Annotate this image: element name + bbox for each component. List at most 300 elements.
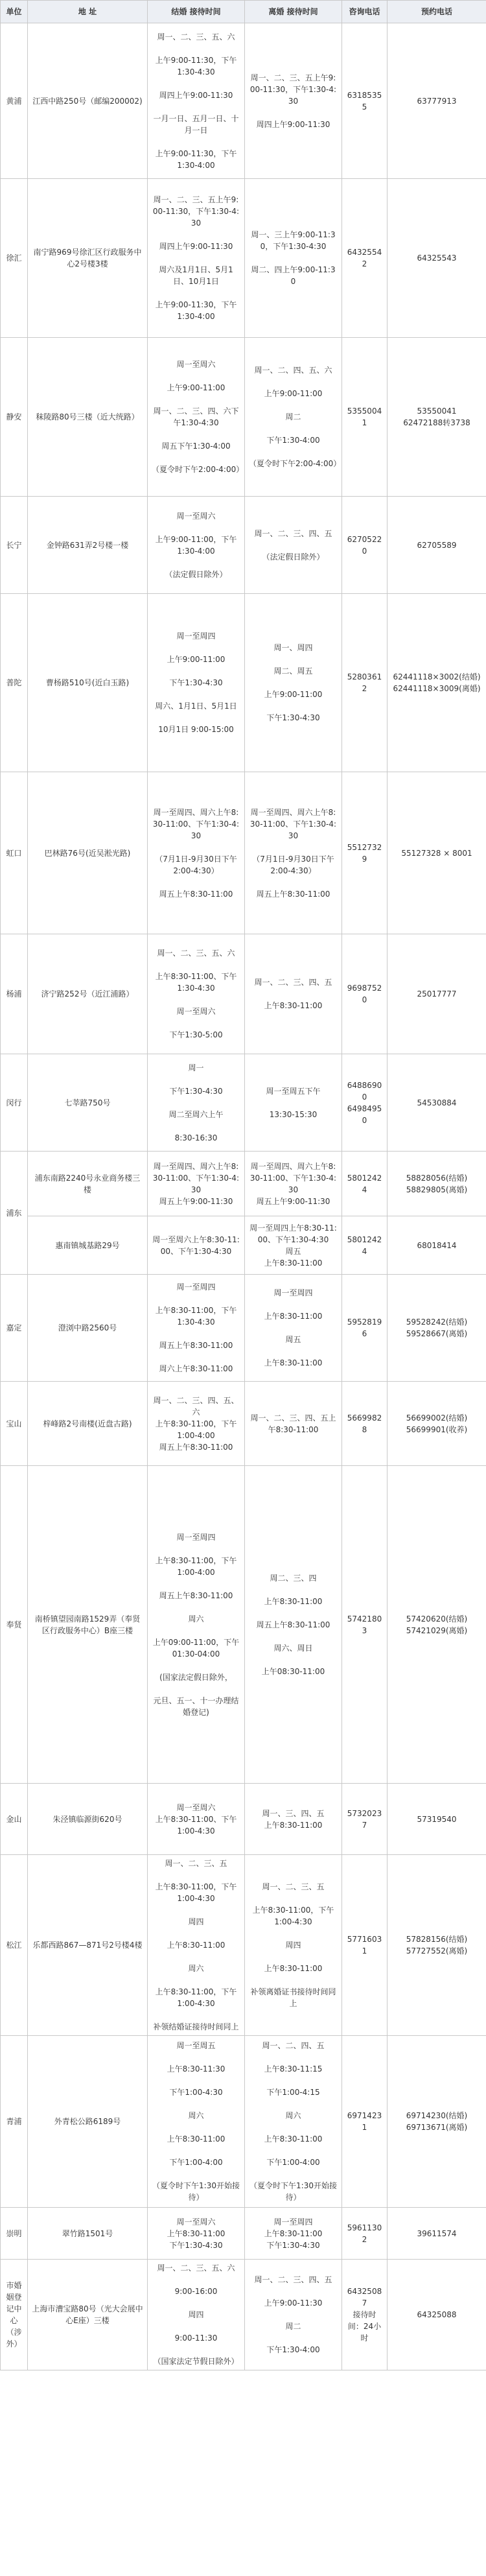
marriage-time-cell-line: 周五上午8:30-11:00	[159, 889, 233, 899]
address-cell	[28, 2036, 148, 2208]
divorce-time-cell	[245, 1855, 342, 2036]
divorce-time-cell-line: 下午1:00-4:00	[266, 2158, 320, 2167]
marriage-time-cell	[148, 179, 245, 338]
marriage-time-cell-line: 周一至周六	[176, 1007, 216, 1016]
divorce-time-cell-line: 下午1:30-4:00	[266, 436, 320, 445]
divorce-time-cell	[245, 1152, 342, 1216]
booking-phone-cell-line: 62705589	[417, 540, 457, 550]
inquiry-phone-cell	[342, 1275, 388, 1382]
marriage-time-cell-line: 下午1:30-4:30	[169, 2240, 223, 2250]
marriage-time-cell-line: 周一、二、三、五、六	[157, 949, 235, 958]
marriage-time-cell-line: 上午9:00-11:30，下午1:30-4:00	[155, 300, 237, 321]
booking-phone-cell-line: 69713671(离婚)	[406, 2123, 468, 2132]
marriage-time-cell-line: 上午9:00-11:00	[167, 383, 226, 392]
booking-phone-cell-line: 25017777	[417, 989, 457, 998]
district-cell: 奉贤	[1, 1466, 28, 1784]
table-row	[1, 1784, 486, 1855]
booking-phone-cell-line: 56699002(结婚)	[406, 1413, 468, 1423]
divorce-time-cell-line: 周二	[285, 412, 301, 421]
booking-phone-cell-line: 58828056(结婚)	[406, 1173, 468, 1183]
booking-phone-cell-line: 57420620(结婚)	[406, 1614, 468, 1624]
address-cell-line: 浦东南路2240号永业商务楼三楼	[34, 1173, 141, 1194]
inquiry-phone-cell-line: 64325087	[347, 2287, 382, 2308]
district-cell: 青浦	[1, 2036, 28, 2208]
marriage-time-cell-line: （国家法定节假日除外）	[153, 2357, 239, 2366]
divorce-time-cell-line: 补领离婚证书接待时间同上	[250, 1987, 336, 2008]
divorce-time-cell	[245, 497, 342, 594]
address-cell-line: 上海市漕宝路80号（光大会展中心E座）三楼	[32, 2304, 143, 2325]
marriage-time-cell	[148, 1054, 245, 1152]
divorce-time-cell-line: 周二	[285, 2322, 301, 2331]
divorce-time-cell-line: 周二、三、四	[270, 1573, 317, 1583]
marriage-time-cell-line: 上午09:00-11:00，下午01:30-04:00	[152, 1637, 240, 1659]
inquiry-phone-cell-line: 58012424	[347, 1173, 382, 1194]
address-cell-line: 惠南镇城基路29号	[55, 1240, 120, 1250]
divorce-time-cell-line: 周六	[285, 2111, 301, 2120]
divorce-time-cell	[245, 934, 342, 1054]
header-inquiry-phone: 咨询电话	[342, 1, 388, 23]
marriage-time-cell-line: 周六上午8:30-11:00	[159, 1364, 233, 1373]
divorce-time-cell-line: 13:30-15:30	[269, 1109, 318, 1119]
address-cell	[28, 23, 148, 179]
divorce-time-cell-line: 下午1:30-4:00	[266, 2345, 320, 2354]
booking-phone-cell-line: 53550041	[417, 407, 457, 416]
divorce-time-cell-line: 周一、二、四、五、六	[254, 366, 332, 375]
table-row	[1, 2208, 486, 2260]
divorce-time-cell-line: 周五	[285, 1246, 301, 1256]
divorce-time-cell	[245, 2260, 342, 2370]
header-marriage-time: 结婚 接待时间	[148, 1, 245, 23]
marriage-time-cell-line: 周一、二、三、五上午9:00-11:30，下午1:30-4:30	[152, 195, 240, 228]
marriage-time-cell	[148, 23, 245, 179]
marriage-time-cell	[148, 934, 245, 1054]
divorce-time-cell-line: （夏令时下午2:00-4:00）	[249, 459, 341, 468]
marriage-time-cell-line: 周六	[188, 1964, 204, 1973]
divorce-time-cell-line: 周一、三上午9:00-11:30，下午1:30-4:30	[251, 230, 336, 251]
divorce-time-cell-line: 上午8:30-11:00，下午1:00-4:30	[252, 1906, 334, 1926]
address-cell	[28, 1275, 148, 1382]
address-cell-line: 秣陵路80号三楼（近大统路）	[36, 412, 139, 421]
inquiry-phone-cell	[342, 338, 388, 497]
divorce-time-cell-line: 周五	[285, 1335, 301, 1344]
marriage-time-cell	[148, 1216, 245, 1275]
booking-phone-cell-line: 56699901(收养)	[406, 1424, 468, 1434]
marriage-time-cell-line: (国家法定假日除外，	[159, 1672, 233, 1682]
divorce-time-cell-line: 上午8:30-11:00	[264, 2134, 323, 2144]
divorce-time-cell-line: 周一至周四上午8:30-11:00、下午1:30-4:30	[249, 1223, 337, 1244]
marriage-time-cell-line: 周五上午8:30-11:00	[159, 1341, 233, 1350]
divorce-time-cell-line: 上午8:30-11:00	[264, 1312, 323, 1321]
marriage-time-cell-line: 周六、1月1日、5月1日	[155, 702, 237, 711]
booking-phone-cell	[388, 2260, 486, 2370]
divorce-time-cell-line: 上午8:30-11:00	[264, 1820, 323, 1830]
marriage-time-cell-line: 周一至周六上午8:30-11:00、下午1:30-4:30	[152, 1235, 240, 1256]
booking-phone-cell-line: 58829805(离婚)	[406, 1185, 468, 1194]
divorce-time-cell	[245, 1054, 342, 1152]
marriage-time-cell-line: 上午8:30-11:00	[167, 1941, 226, 1950]
address-cell-line: 澄浏中路2560号	[58, 1323, 117, 1332]
marriage-time-cell	[148, 594, 245, 772]
divorce-time-cell-line: 下午1:30-4:30	[266, 713, 320, 722]
marriage-time-cell-line: 9:00-11:30	[174, 2334, 218, 2343]
marriage-time-cell-line: 周一至周六	[176, 1802, 216, 1812]
divorce-time-cell-line: 周一至周五下午	[266, 1086, 321, 1096]
marriage-time-cell-line: 周四	[188, 1917, 204, 1926]
divorce-time-cell-line: 周一、三、四、五	[262, 1808, 325, 1818]
address-cell-line: 巴林路76号(近吴淞光路)	[44, 848, 131, 858]
divorce-time-cell-line: 周一、二、三、四、五	[254, 2275, 332, 2284]
marriage-time-cell-line: 周一、二、三、五	[165, 1859, 227, 1868]
divorce-time-cell-line: 周六、周日	[273, 1643, 313, 1653]
marriage-time-cell-line: 周六及1月1日、5月1日、10月1日	[159, 265, 233, 286]
booking-phone-cell	[388, 772, 486, 934]
marriage-time-cell-line: 周五上午8:30-11:00	[159, 1590, 233, 1600]
address-cell	[28, 1054, 148, 1152]
marriage-time-cell-line: 周五下午1:30-4:00	[161, 442, 231, 451]
divorce-time-cell	[245, 772, 342, 934]
inquiry-phone-cell-line: 64886900	[347, 1080, 382, 1102]
marriage-time-cell-line: 周一至周四、周六上午8:30-11:00、下午1:30-4:30	[152, 1161, 240, 1194]
marriage-time-cell-line: 周一、二、三、五、六	[157, 2263, 235, 2273]
booking-phone-cell	[388, 1466, 486, 1784]
inquiry-phone-cell-line: 64325542	[347, 248, 382, 268]
marriage-time-cell	[148, 1784, 245, 1855]
booking-phone-cell-line: 62472188转3738	[403, 418, 470, 427]
booking-phone-cell-line: 57421029(离婚)	[406, 1625, 468, 1635]
marriage-time-cell-line: 元旦、五一、十一办理结婚登记)	[153, 1696, 239, 1717]
inquiry-phone-cell-line: 53550041	[347, 407, 382, 427]
marriage-time-cell	[148, 2036, 245, 2208]
divorce-time-cell-line: 周五上午8:30-11:00	[256, 1620, 330, 1629]
booking-phone-cell	[388, 2208, 486, 2260]
inquiry-phone-cell-line: 64984950	[347, 1104, 382, 1125]
district-cell: 宝山	[1, 1382, 28, 1466]
booking-phone-cell-line: 69714230(结婚)	[406, 2111, 468, 2120]
address-cell-line: 外青松公路6189号	[54, 2117, 121, 2126]
header-address: 地 址	[28, 1, 148, 23]
inquiry-phone-cell	[342, 1216, 388, 1275]
marriage-time-cell-line: 周一至周六	[176, 2217, 216, 2227]
table-row	[1, 1152, 486, 1216]
divorce-time-cell	[245, 179, 342, 338]
table-row	[1, 1466, 486, 1784]
inquiry-phone-cell-line: 57716031	[347, 1935, 382, 1956]
marriage-time-cell-line: 周五上午9:00-11:30	[159, 1196, 233, 1206]
divorce-time-cell-line: 周一、二、三、五上午9:00-11:30，下午1:30-4:30	[249, 73, 337, 106]
divorce-time-cell-line: 上午8:30-11:15	[264, 2064, 323, 2074]
address-cell-line: 梓峰路2号南楼(近盘古路)	[43, 1419, 132, 1428]
table-row	[1, 934, 486, 1054]
marriage-time-cell-line: 周六	[188, 2111, 204, 2120]
divorce-time-cell-line: （7月1日-9月30日下午2:00-4:30）	[252, 854, 334, 875]
address-cell-line: 朱泾镇临源街620号	[52, 1814, 122, 1824]
address-cell	[28, 1152, 148, 1216]
district-cell: 松江	[1, 1855, 28, 2036]
divorce-time-cell-line: 上午8:30-11:00	[264, 1001, 323, 1010]
inquiry-phone-cell	[342, 2036, 388, 2208]
district-cell: 嘉定	[1, 1275, 28, 1382]
booking-phone-cell	[388, 2036, 486, 2208]
divorce-time-cell-line: 周一至周四	[273, 2217, 313, 2227]
booking-phone-cell	[388, 497, 486, 594]
district-cell: 普陀	[1, 594, 28, 772]
inquiry-phone-cell	[342, 179, 388, 338]
booking-phone-cell	[388, 934, 486, 1054]
table-row	[1, 338, 486, 497]
booking-phone-cell-line: 57319540	[417, 1814, 457, 1824]
marriage-time-cell-line: 上午8:30-11:00、下午1:30-4:30	[155, 972, 237, 993]
address-cell	[28, 2260, 148, 2370]
marriage-time-cell-line: 上午8:30-11:00，下午1:00-4:00	[155, 1419, 237, 1440]
address-cell	[28, 594, 148, 772]
marriage-time-cell-line: 上午8:30-11:00，下午1:00-4:30	[155, 1987, 237, 2008]
address-cell-line: 金钟路631弄2号楼一楼	[46, 540, 129, 550]
district-cell: 杨浦	[1, 934, 28, 1054]
booking-phone-cell-line: 57828156(结婚)	[406, 1935, 468, 1944]
district-cell: 闵行	[1, 1054, 28, 1152]
district-cell: 长宁	[1, 497, 28, 594]
inquiry-phone-cell-line: 59611302	[347, 2223, 382, 2244]
marriage-time-cell-line: 上午8:30-11:30	[167, 2064, 226, 2074]
marriage-time-cell-line: 下午1:30-4:30	[169, 1086, 223, 1096]
marriage-time-cell-line: 上午8:30-11:00，下午1:00-4:00	[155, 1555, 237, 1577]
marriage-time-cell-line: 下午1:00-4:00	[169, 2158, 223, 2167]
divorce-time-cell-line: 上午08:30-11:00	[261, 1666, 325, 1676]
address-cell	[28, 772, 148, 934]
marriage-time-cell-line: 上午8:30-11:00、下午1:00-4:30	[155, 1814, 237, 1836]
divorce-time-cell-line: 下午1:00-4:15	[266, 2088, 320, 2097]
marriage-time-cell-line: 周一	[188, 1063, 204, 1072]
inquiry-phone-cell	[342, 497, 388, 594]
table-row	[1, 772, 486, 934]
marriage-time-cell-line: 上午8:30-11:00	[167, 2134, 226, 2144]
divorce-time-cell	[245, 1275, 342, 1382]
marriage-time-cell-line: 下午1:30-5:00	[169, 1030, 223, 1039]
address-cell-line: 乐都西路867—871号2号楼4楼	[32, 1941, 143, 1950]
marriage-time-cell-line: 上午9:00-11:00	[167, 655, 226, 664]
inquiry-phone-cell-line: 52803612	[347, 672, 382, 693]
district-cell: 徐汇	[1, 179, 28, 338]
district-cell: 静安	[1, 338, 28, 497]
booking-phone-cell-line: 57727552(离婚)	[406, 1946, 468, 1956]
address-cell	[28, 179, 148, 338]
marriage-time-cell-line: 上午8:30-11:00	[167, 2228, 226, 2238]
address-cell-line: 江西中路250号（邮编200002)	[32, 96, 143, 106]
table-row	[1, 1216, 486, 1275]
inquiry-phone-cell	[342, 1784, 388, 1855]
marriage-time-cell-line: 周一至周六	[176, 360, 216, 369]
district-cell: 金山	[1, 1784, 28, 1855]
divorce-time-cell-line: 周一、周四	[273, 643, 313, 652]
marriage-time-cell-line: 周一、二、三、五、六	[157, 32, 235, 41]
divorce-time-cell	[245, 1382, 342, 1466]
table-row	[1, 1275, 486, 1382]
marriage-time-cell-line: （夏令时下午2:00-4:00）	[152, 465, 244, 474]
divorce-time-cell-line: （夏令时下午1:30开始接待）	[249, 2181, 337, 2202]
marriage-time-cell	[148, 1466, 245, 1784]
divorce-time-cell-line: 周一、二、三、四、五	[254, 978, 332, 987]
address-cell	[28, 1382, 148, 1466]
marriage-time-cell	[148, 2208, 245, 2260]
district-cell: 崇明	[1, 2208, 28, 2260]
booking-phone-cell	[388, 594, 486, 772]
divorce-time-cell-line: 上午8:30-11:00	[264, 2228, 323, 2238]
inquiry-phone-cell-line: 56699828	[347, 1413, 382, 1434]
booking-phone-cell	[388, 1855, 486, 2036]
marriage-time-cell-line: 周六	[188, 1614, 204, 1624]
address-cell	[28, 338, 148, 497]
address-cell	[28, 1784, 148, 1855]
inquiry-phone-cell	[342, 1152, 388, 1216]
divorce-time-cell	[245, 23, 342, 179]
marriage-time-cell	[148, 1382, 245, 1466]
divorce-time-cell	[245, 594, 342, 772]
marriage-time-cell	[148, 338, 245, 497]
inquiry-phone-cell-line: 69714231	[347, 2111, 382, 2132]
marriage-time-cell-line: 周二至周六上午	[168, 1109, 224, 1119]
divorce-time-cell	[245, 338, 342, 497]
inquiry-phone-cell-line: 59528196	[347, 1318, 382, 1338]
divorce-time-cell	[245, 1784, 342, 1855]
divorce-time-cell	[245, 1466, 342, 1784]
booking-phone-cell-line: 59528242(结婚)	[406, 1318, 468, 1327]
inquiry-phone-cell-line: 57320237	[347, 1808, 382, 1830]
marriage-time-cell-line: 周一至周四	[176, 1282, 216, 1292]
divorce-time-cell-line: 周一、二、三、五	[262, 1882, 325, 1891]
booking-phone-cell	[388, 179, 486, 338]
address-cell	[28, 2208, 148, 2260]
table-row	[1, 23, 486, 179]
divorce-time-cell-line: 周五上午9:00-11:30	[256, 1196, 330, 1206]
address-cell-line: 七莘路750号	[64, 1098, 111, 1107]
address-cell-line: 南桥镇望园南路1529弄（奉贤区行政服务中心）B座三楼	[34, 1614, 141, 1635]
marriage-time-cell	[148, 772, 245, 934]
marriage-time-cell-line: 周四上午9:00-11:30	[159, 90, 233, 100]
divorce-time-cell-line: 上午8:30-11:00	[264, 1596, 323, 1606]
marriage-time-cell	[148, 2260, 245, 2370]
booking-phone-cell	[388, 1784, 486, 1855]
inquiry-phone-cell	[342, 772, 388, 934]
divorce-time-cell-line: 上午9:00-11:30	[264, 2298, 323, 2308]
marriage-time-cell-line: 上午8:30-11:00，下午1:30-4:30	[155, 1306, 237, 1327]
inquiry-phone-cell	[342, 2208, 388, 2260]
marriage-time-cell-line: 周四上午9:00-11:30	[159, 242, 233, 251]
inquiry-phone-cell	[342, 1382, 388, 1466]
marriage-time-cell	[148, 1152, 245, 1216]
divorce-time-cell-line: 周二、四上午9:00-11:30	[251, 265, 336, 286]
table-row	[1, 2036, 486, 2208]
header-booking-phone: 预约电话	[388, 1, 486, 23]
address-cell-line: 翠竹路1501号	[62, 2228, 113, 2238]
divorce-time-cell	[245, 2036, 342, 2208]
marriage-time-cell-line: 补领结婚证接待时间同上	[153, 2022, 239, 2031]
marriage-time-cell-line: 周一至周四	[176, 632, 216, 641]
marriage-time-cell-line: 上午9:00-11:00，下午1:30-4:00	[155, 534, 237, 556]
marriage-time-cell-line: （夏令时下午1:30开始接待）	[152, 2181, 240, 2202]
district-cell: 市婚姻登记中心（涉外）	[1, 2260, 28, 2370]
booking-phone-cell	[388, 1382, 486, 1466]
marriage-time-cell-line: 周五上午8:30-11:00	[159, 1442, 233, 1452]
divorce-time-cell-line: 周一至周四、周六上午8:30-11:00、下午1:30-4:30	[249, 807, 337, 840]
marriage-time-cell-line: （法定假日除外）	[165, 569, 227, 579]
marriage-time-cell	[148, 1855, 245, 2036]
marriage-time-cell-line: 下午1:00-4:30	[169, 2088, 223, 2097]
inquiry-phone-cell-line: 63185355	[347, 90, 382, 112]
marriage-time-cell	[148, 497, 245, 594]
divorce-time-cell-line: 上午8:30-11:00	[264, 1258, 323, 1268]
district-cell: 浦东	[1, 1152, 28, 1275]
marriage-time-cell-line: （7月1日-9月30日下午2:00-4:30）	[155, 854, 237, 875]
marriage-time-cell-line: 10月1日 9:00-15:00	[158, 725, 234, 734]
booking-phone-cell-line: 59528667(离婚)	[406, 1329, 468, 1338]
marriage-time-cell	[148, 1275, 245, 1382]
inquiry-phone-cell	[342, 1466, 388, 1784]
booking-phone-cell	[388, 1054, 486, 1152]
booking-phone-cell	[388, 1152, 486, 1216]
inquiry-phone-cell	[342, 2260, 388, 2370]
marriage-time-cell-line: 周一至周四、周六上午8:30-11:00、下午1:30-4:30	[152, 807, 240, 840]
address-cell	[28, 934, 148, 1054]
booking-phone-cell	[388, 338, 486, 497]
address-cell	[28, 1466, 148, 1784]
address-cell-line: 济宁路252号（近江浦路）	[41, 989, 134, 998]
divorce-time-cell-line: 周一至周四	[273, 1288, 313, 1297]
marriage-time-cell-line: 周一、二、三、四、六下午1:30-4:30	[153, 407, 239, 427]
divorce-time-cell-line: 周四上午9:00-11:30	[256, 119, 330, 129]
address-cell	[28, 1216, 148, 1275]
marriage-time-cell-line: 周一至周六	[176, 511, 216, 521]
district-cell: 虹口	[1, 772, 28, 934]
marriage-time-cell-line: 周一至周五	[176, 2041, 216, 2050]
inquiry-phone-cell-line: 55127329	[347, 842, 382, 864]
header-unit: 单位	[1, 1, 28, 23]
marriage-time-cell-line: 一月一日、五月一日、十月一日	[153, 113, 239, 135]
table-row	[1, 1855, 486, 2036]
booking-phone-cell-line: 64325088	[417, 2310, 457, 2319]
address-cell	[28, 497, 148, 594]
table-row	[1, 2260, 486, 2370]
inquiry-phone-cell	[342, 594, 388, 772]
marriage-time-cell-line: 8:30-16:30	[174, 1133, 218, 1142]
inquiry-phone-cell-line: 57421803	[347, 1614, 382, 1635]
divorce-time-cell-line: 上午9:00-11:00	[264, 690, 323, 699]
marriage-time-cell-line: 上午9:00-11:30，下午1:30-4:30	[155, 55, 237, 77]
booking-phone-cell-line: 68018414	[417, 1240, 457, 1250]
divorce-time-cell-line: 下午1:30-4:30	[266, 2240, 320, 2250]
booking-phone-cell-line: 63777913	[417, 96, 457, 106]
address-cell-line: 南宁路969号徐汇区行政服务中心2号楼3楼	[33, 248, 142, 268]
booking-phone-cell	[388, 23, 486, 179]
header-divorce-time: 离婚 接待时间	[245, 1, 342, 23]
table-row	[1, 179, 486, 338]
table-body	[1, 23, 486, 2370]
booking-phone-cell-line: 64325543	[417, 254, 457, 263]
divorce-time-cell-line: 周一至周四、周六上午8:30-11:00、下午1:30-4:30	[249, 1161, 337, 1194]
marriage-time-cell-line: 下午1:30-4:30	[169, 678, 223, 687]
divorce-time-cell-line: 周一、二、三、四、五	[254, 528, 332, 538]
booking-phone-cell-line: 55127328 × 8001	[401, 848, 472, 858]
marriage-time-cell-line: 周一至周四	[176, 1532, 216, 1542]
district-cell: 黄浦	[1, 23, 28, 179]
booking-phone-cell	[388, 1275, 486, 1382]
divorce-time-cell-line: 上午9:00-11:00	[264, 389, 323, 398]
booking-phone-cell-line: 39611574	[417, 2228, 457, 2238]
marriage-time-cell-line: 周四	[188, 2310, 204, 2319]
booking-phone-cell-line: 54530884	[417, 1098, 457, 1107]
marriage-time-cell-line: 上午9:00-11:30，下午1:30-4:00	[155, 148, 237, 170]
booking-phone-cell-line: 62441118×3002(结婚)	[393, 672, 481, 681]
divorce-time-cell-line: 上午8:30-11:00	[264, 1964, 323, 1973]
